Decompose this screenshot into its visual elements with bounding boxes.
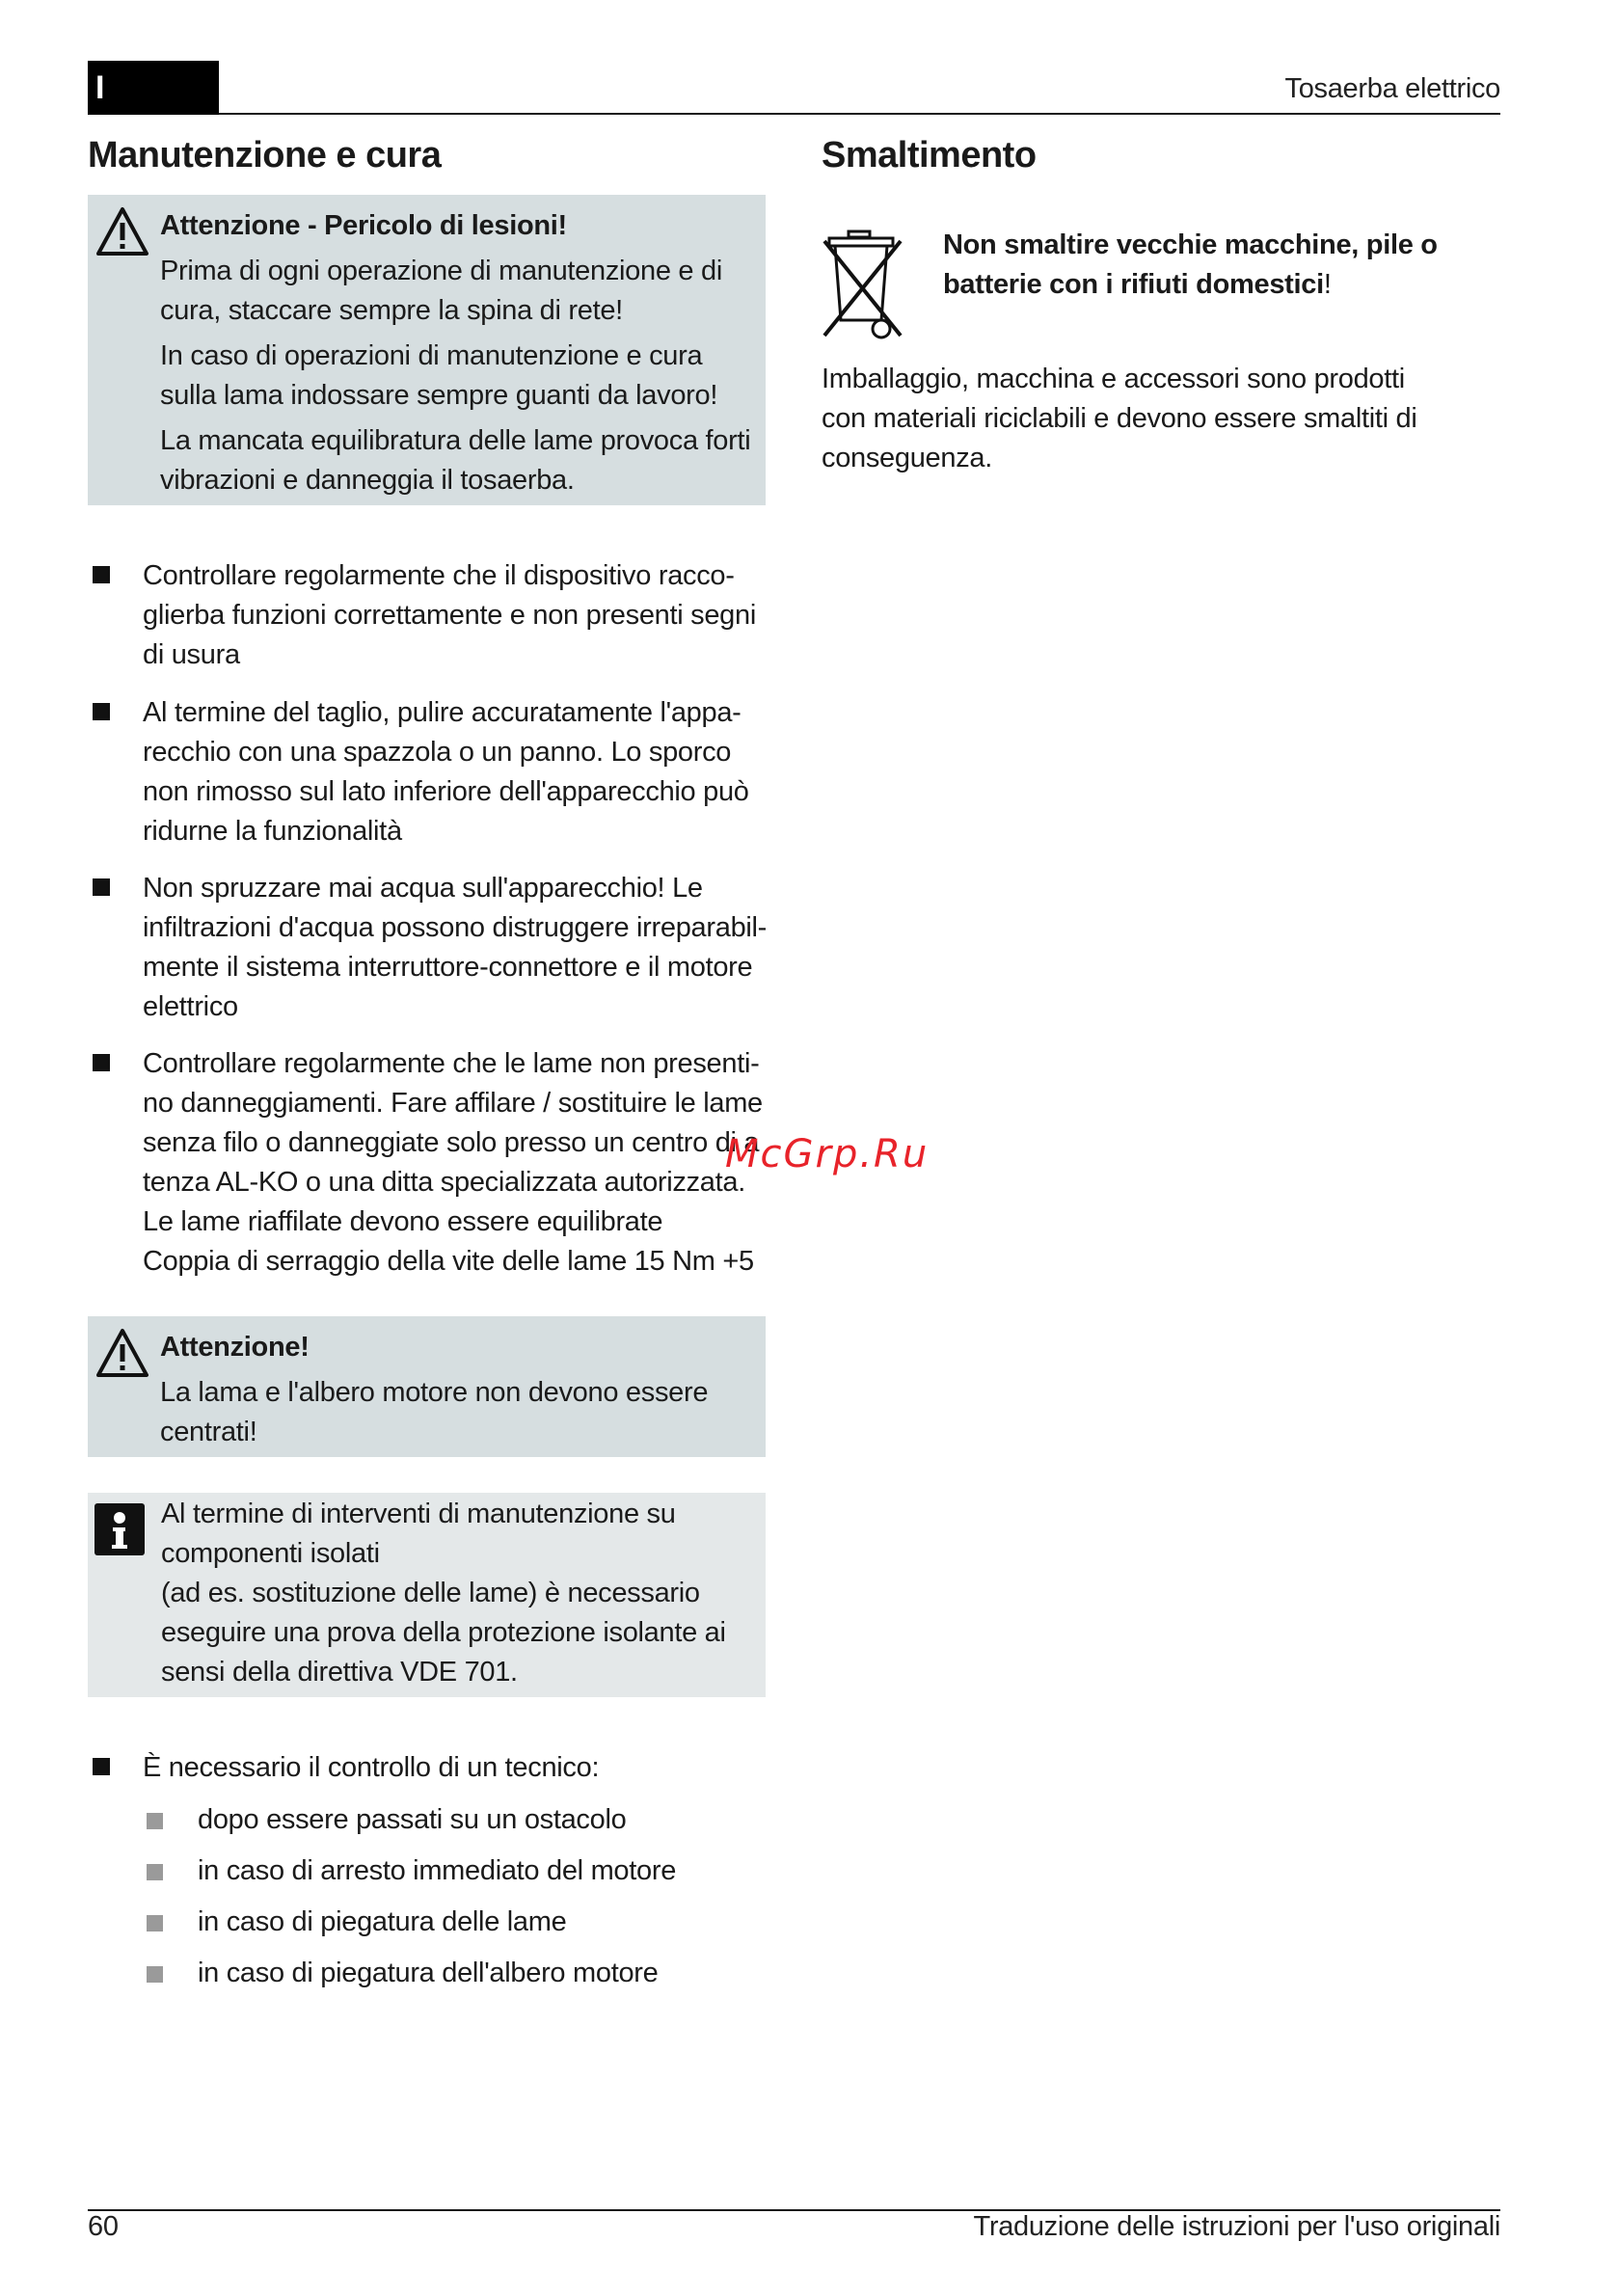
bullet-marker [93,703,110,720]
list-item: Controllare regolarmente che il dispositivo racco-glierba funzioni correttamente e non presenti segni di usura [143,560,756,670]
disposal-notice [943,226,1464,305]
warning-heading: Attenzione! [160,1332,310,1363]
sub-bullet-marker [147,1966,163,1983]
warning-text: In caso di operazioni di manutenzione e cura sulla lama indossare sempre guanti da lavoro! [160,340,718,411]
info-icon [94,1502,146,1556]
list-item [143,1044,798,1282]
sub-list-item: dopo essere passati su un ostacolo [198,1804,627,1835]
info-text: Al termine di interventi di manutenzione su componenti isolati [161,1499,676,1569]
disposal-title: Smaltimento [822,135,1037,176]
document-title: Tosaerba elettrico [1284,73,1500,104]
list-item-line: Controllare regolarmente che le lame non presenti- [143,1048,760,1079]
page-number: 60 [88,2211,119,2242]
warning-triangle-icon [95,206,149,257]
header-rule [219,113,1500,115]
info-box [88,1493,766,1697]
list-item-line: Coppia di serraggio della vite delle lame 15 Nm +5 [143,1246,754,1277]
sub-bullet-marker [147,1813,163,1829]
watermark: McGrp.Ru [725,1132,930,1176]
warning-text: La lama e l'albero motore non devono essere centrati! [160,1377,709,1447]
list-item: È necessario il controllo di un tecnico: [143,1752,600,1783]
footer-note: Traduzione delle istruzioni per l'uso originali [973,2211,1500,2242]
disposal-text: Imballaggio, macchina e accessori sono prodotti con materiali riciclabili e devono essere smaltiti di conseguenza. [822,364,1417,473]
language-tab: I [88,61,219,115]
disposal-notice-text: Non smaltire vecchie macchine, pile o batterie con i rifiuti domestici [943,230,1438,300]
crossed-bin-icon [820,230,906,343]
list-item-line: tenza AL-KO o una ditta specializzata autorizzata. [143,1167,745,1198]
list-item: Non spruzzare mai acqua sull'apparecchio! Le infiltrazioni d'acqua possono distruggere irreparabil-mente il sistema interruttore-connettore e il motore elettrico [143,873,768,1022]
sub-list-item: in caso di piegatura delle lame [198,1906,567,1937]
sub-bullet-marker [147,1864,163,1880]
warning-box-injury [88,195,766,505]
bullet-marker [93,566,110,583]
info-text: (ad es. sostituzione delle lame) è necessario eseguire una prova della protezione isolante ai sensi della direttiva VDE 701. [161,1578,726,1688]
list-item-line: Le lame riaffilate devono essere equilibrate [143,1206,663,1237]
sub-list-item: in caso di piegatura dell'albero motore [198,1958,659,1988]
warning-text: La mancata equilibratura delle lame provoca forti vibrazioni e danneggia il tosaerba. [160,425,751,496]
list-item-line: no danneggiamenti. Fare affilare / sostituire le lame [143,1088,763,1119]
sub-bullet-marker [147,1915,163,1931]
warning-heading: Attenzione - Pericolo di lesioni! [160,210,567,241]
warning-box-blade [88,1316,766,1457]
bullet-marker [93,1758,110,1775]
maintenance-title: Manutenzione e cura [88,135,442,176]
bullet-marker [93,878,110,896]
list-item: Al termine del taglio, pulire accuratamente l'appa-recchio con una spazzola o un panno. Lo sporco non rimosso sul lato inferiore dell'apparecchio può ridurne la funzionalità [143,697,749,847]
warning-triangle-icon [95,1328,149,1378]
warning-text: Prima di ogni operazione di manutenzione e di cura, staccare sempre la spina di rete! [160,256,722,326]
disposal-notice-end: ! [1323,269,1332,300]
bullet-marker [93,1054,110,1071]
list-item-line: senza filo o danneggiate solo presso un centro di a [143,1127,760,1158]
sub-list-item: in caso di arresto immediato del motore [198,1855,677,1886]
